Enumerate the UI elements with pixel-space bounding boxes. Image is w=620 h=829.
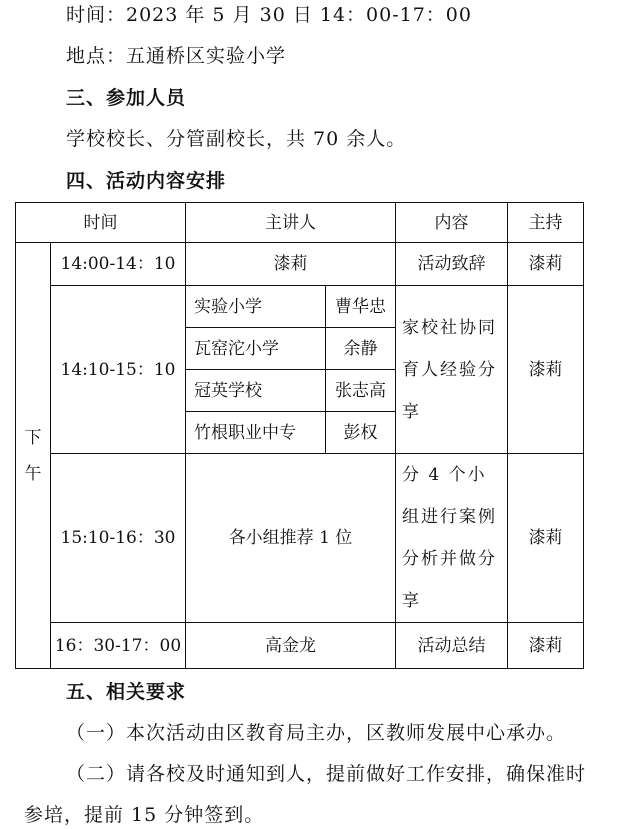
row1-speaker: 漆莉: [186, 243, 396, 286]
row2-time: 14:10-15：10: [51, 286, 186, 454]
header-host: 主持: [508, 203, 584, 243]
section5-item2-line2: 参培，提前 15 分钟签到。: [24, 804, 265, 826]
section4-heading: 四、活动内容安排: [66, 170, 227, 192]
row3-speaker: 各小组推荐 1 位: [186, 454, 396, 623]
section5-item2-line1: （二）请各校及时通知到人，提前做好工作安排，确保准时: [66, 763, 587, 785]
table-row: [16, 286, 584, 328]
row3-content: 分 4 个小组进行案例分析并做分享: [396, 454, 508, 623]
row2-name-2: 余静: [326, 328, 396, 370]
section3-heading: 三、参加人员: [66, 87, 187, 109]
row4-content: 活动总结: [396, 623, 508, 669]
header-speaker: 主讲人: [186, 203, 396, 243]
row1-content: 活动致辞: [396, 243, 508, 286]
section5-item1: （一）本次活动由区教育局主办，区教师发展中心承办。: [66, 722, 567, 744]
row2-school-3: 冠英学校: [186, 370, 326, 412]
time-line: 时间：2023 年 5 月 30 日 14：00-17：00: [66, 4, 472, 26]
row2-school-2: 瓦窑沱小学: [186, 328, 326, 370]
row2-name-3: 张志高: [326, 370, 396, 412]
header-content: 内容: [396, 203, 508, 243]
period-cell: [16, 243, 51, 669]
row4-host: 漆莉: [508, 623, 584, 669]
section3-body: 学校校长、分管副校长，共 70 余人。: [66, 128, 407, 150]
table-header-row: [16, 203, 584, 243]
row2-host: 漆莉: [508, 286, 584, 454]
table-row: [16, 243, 584, 286]
place-line: 地点：五通桥区实验小学: [66, 45, 287, 67]
row4-speaker: 高金龙: [186, 623, 396, 669]
table-row: [16, 454, 584, 623]
period-label-2: 午: [24, 463, 42, 484]
row2-name-1: 曹华忠: [326, 286, 396, 328]
row4-time: 16：30-17：00: [51, 623, 186, 669]
schedule-table: [15, 202, 584, 669]
table-row: [16, 623, 584, 669]
row1-time: 14:00-14：10: [51, 243, 186, 286]
row3-time: 15:10-16：30: [51, 454, 186, 623]
section5-heading: 五、相关要求: [66, 681, 187, 703]
period-label-1: 下: [24, 427, 42, 448]
row2-name-4: 彭权: [326, 412, 396, 454]
row2-content: 家校社协同育人经验分享: [396, 286, 508, 454]
row2-school-4: 竹根职业中专: [186, 412, 326, 454]
header-time: 时间: [16, 203, 186, 243]
row3-host: 漆莉: [508, 454, 584, 623]
row2-school-1: 实验小学: [186, 286, 326, 328]
row1-host: 漆莉: [508, 243, 584, 286]
